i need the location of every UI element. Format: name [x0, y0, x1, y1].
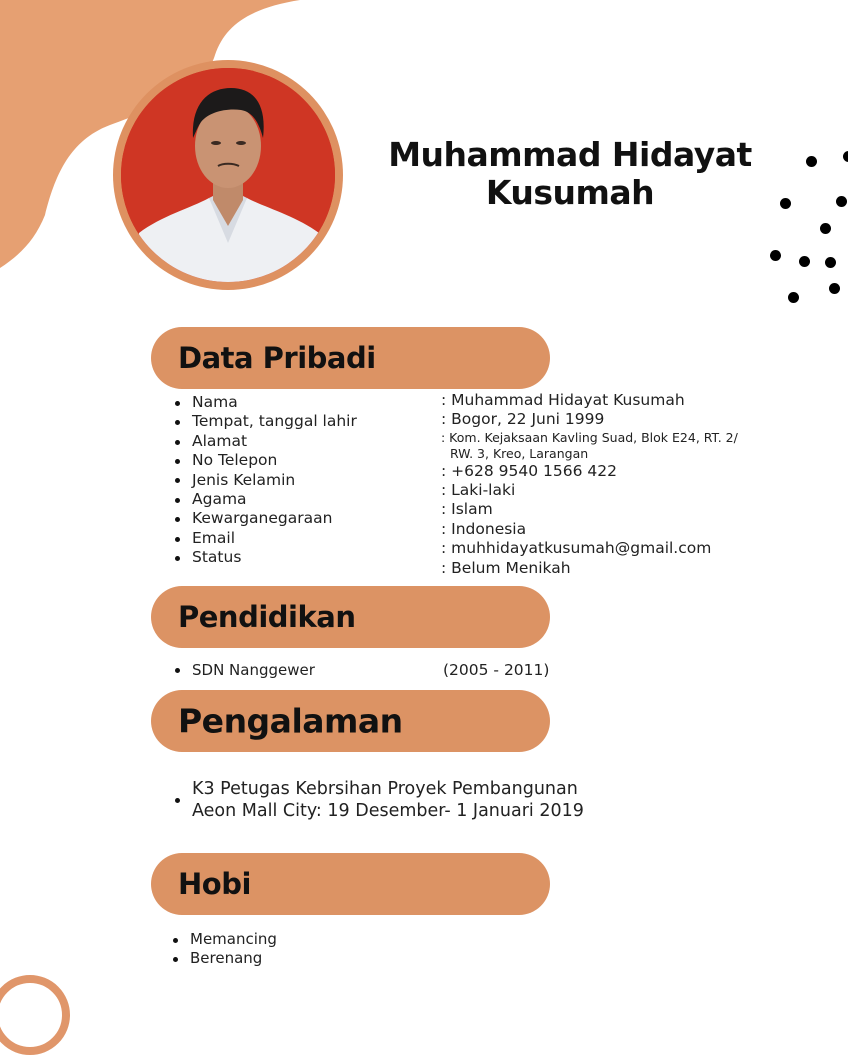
dot-icon [825, 257, 836, 268]
section-title: Pengalaman [178, 701, 403, 741]
label-jenis-kelamin: Jenis Kelamin [173, 471, 357, 490]
dot-icon [770, 250, 781, 261]
personal-data-labels [173, 393, 357, 568]
name-line-1: Muhammad Hidayat [388, 135, 752, 174]
dot-icon [836, 196, 847, 207]
section-header-data-pribadi [151, 327, 550, 389]
hobby-item: Memancing [171, 930, 277, 949]
education-years: (2005 - 2011) [443, 661, 550, 679]
school-name: SDN Nanggewer [192, 661, 315, 679]
dot-icon [780, 198, 791, 209]
section-header-hobi [151, 853, 550, 915]
dot-icon [799, 256, 810, 267]
value-ttl: : Bogor, 22 Juni 1999 [441, 410, 605, 428]
section-header-pengalaman [151, 690, 550, 752]
dot-icon [829, 283, 840, 294]
personal-data-values [441, 391, 738, 578]
label-status: Status [173, 548, 357, 567]
label-alamat: Alamat [173, 432, 357, 451]
value-jenis-kelamin: : Laki-laki [441, 481, 516, 499]
dot-icon [806, 156, 817, 167]
experience-item [173, 778, 584, 822]
dot-icon [820, 223, 831, 234]
page-title [378, 136, 762, 212]
label-kewarganegaraan: Kewarganegaraan [173, 509, 357, 528]
dot-icon [788, 292, 799, 303]
value-alamat-line-1: : Kom. Kejaksaan Kavling Suad, Blok E24, RT. 2/ [441, 430, 738, 445]
hobby-list [171, 930, 277, 968]
profile-photo-frame [113, 60, 343, 290]
dot-icon [843, 151, 848, 162]
label-nama: Nama [173, 393, 357, 412]
label-email: Email [173, 529, 357, 548]
value-nama: : Muhammad Hidayat Kusumah [441, 391, 685, 409]
label-agama: Agama [173, 490, 357, 509]
experience-line-1: K3 Petugas Kebrsihan Proyek Pembangunan [192, 779, 578, 799]
value-alamat-line-2: RW. 3, Kreo, Larangan [450, 446, 589, 461]
value-kewarganegaraan: : Indonesia [441, 519, 527, 538]
decorative-ring [0, 975, 70, 1055]
profile-photo [121, 68, 335, 282]
section-title: Pendidikan [178, 600, 356, 634]
label-telepon: No Telepon [173, 451, 357, 470]
section-title: Data Pribadi [178, 341, 376, 375]
experience-line-2: Aeon Mall City: 19 Desember- 1 Januari 2019 [192, 801, 584, 821]
experience-list [173, 778, 584, 822]
person-illustration [121, 68, 335, 282]
education-item [173, 660, 315, 680]
section-header-pendidikan [151, 586, 550, 648]
hobby-item: Berenang [171, 949, 277, 968]
label-ttl: Tempat, tanggal lahir [173, 412, 357, 431]
value-agama: : Islam [441, 500, 493, 519]
section-title: Hobi [178, 867, 251, 901]
name-line-2: Kusumah [485, 173, 655, 212]
value-telepon: : +628 9540 1566 422 [441, 462, 617, 480]
value-status: : Belum Menikah [441, 558, 571, 577]
value-email: : muhhidayatkusumah@gmail.com [441, 539, 712, 558]
education-list [173, 660, 315, 680]
